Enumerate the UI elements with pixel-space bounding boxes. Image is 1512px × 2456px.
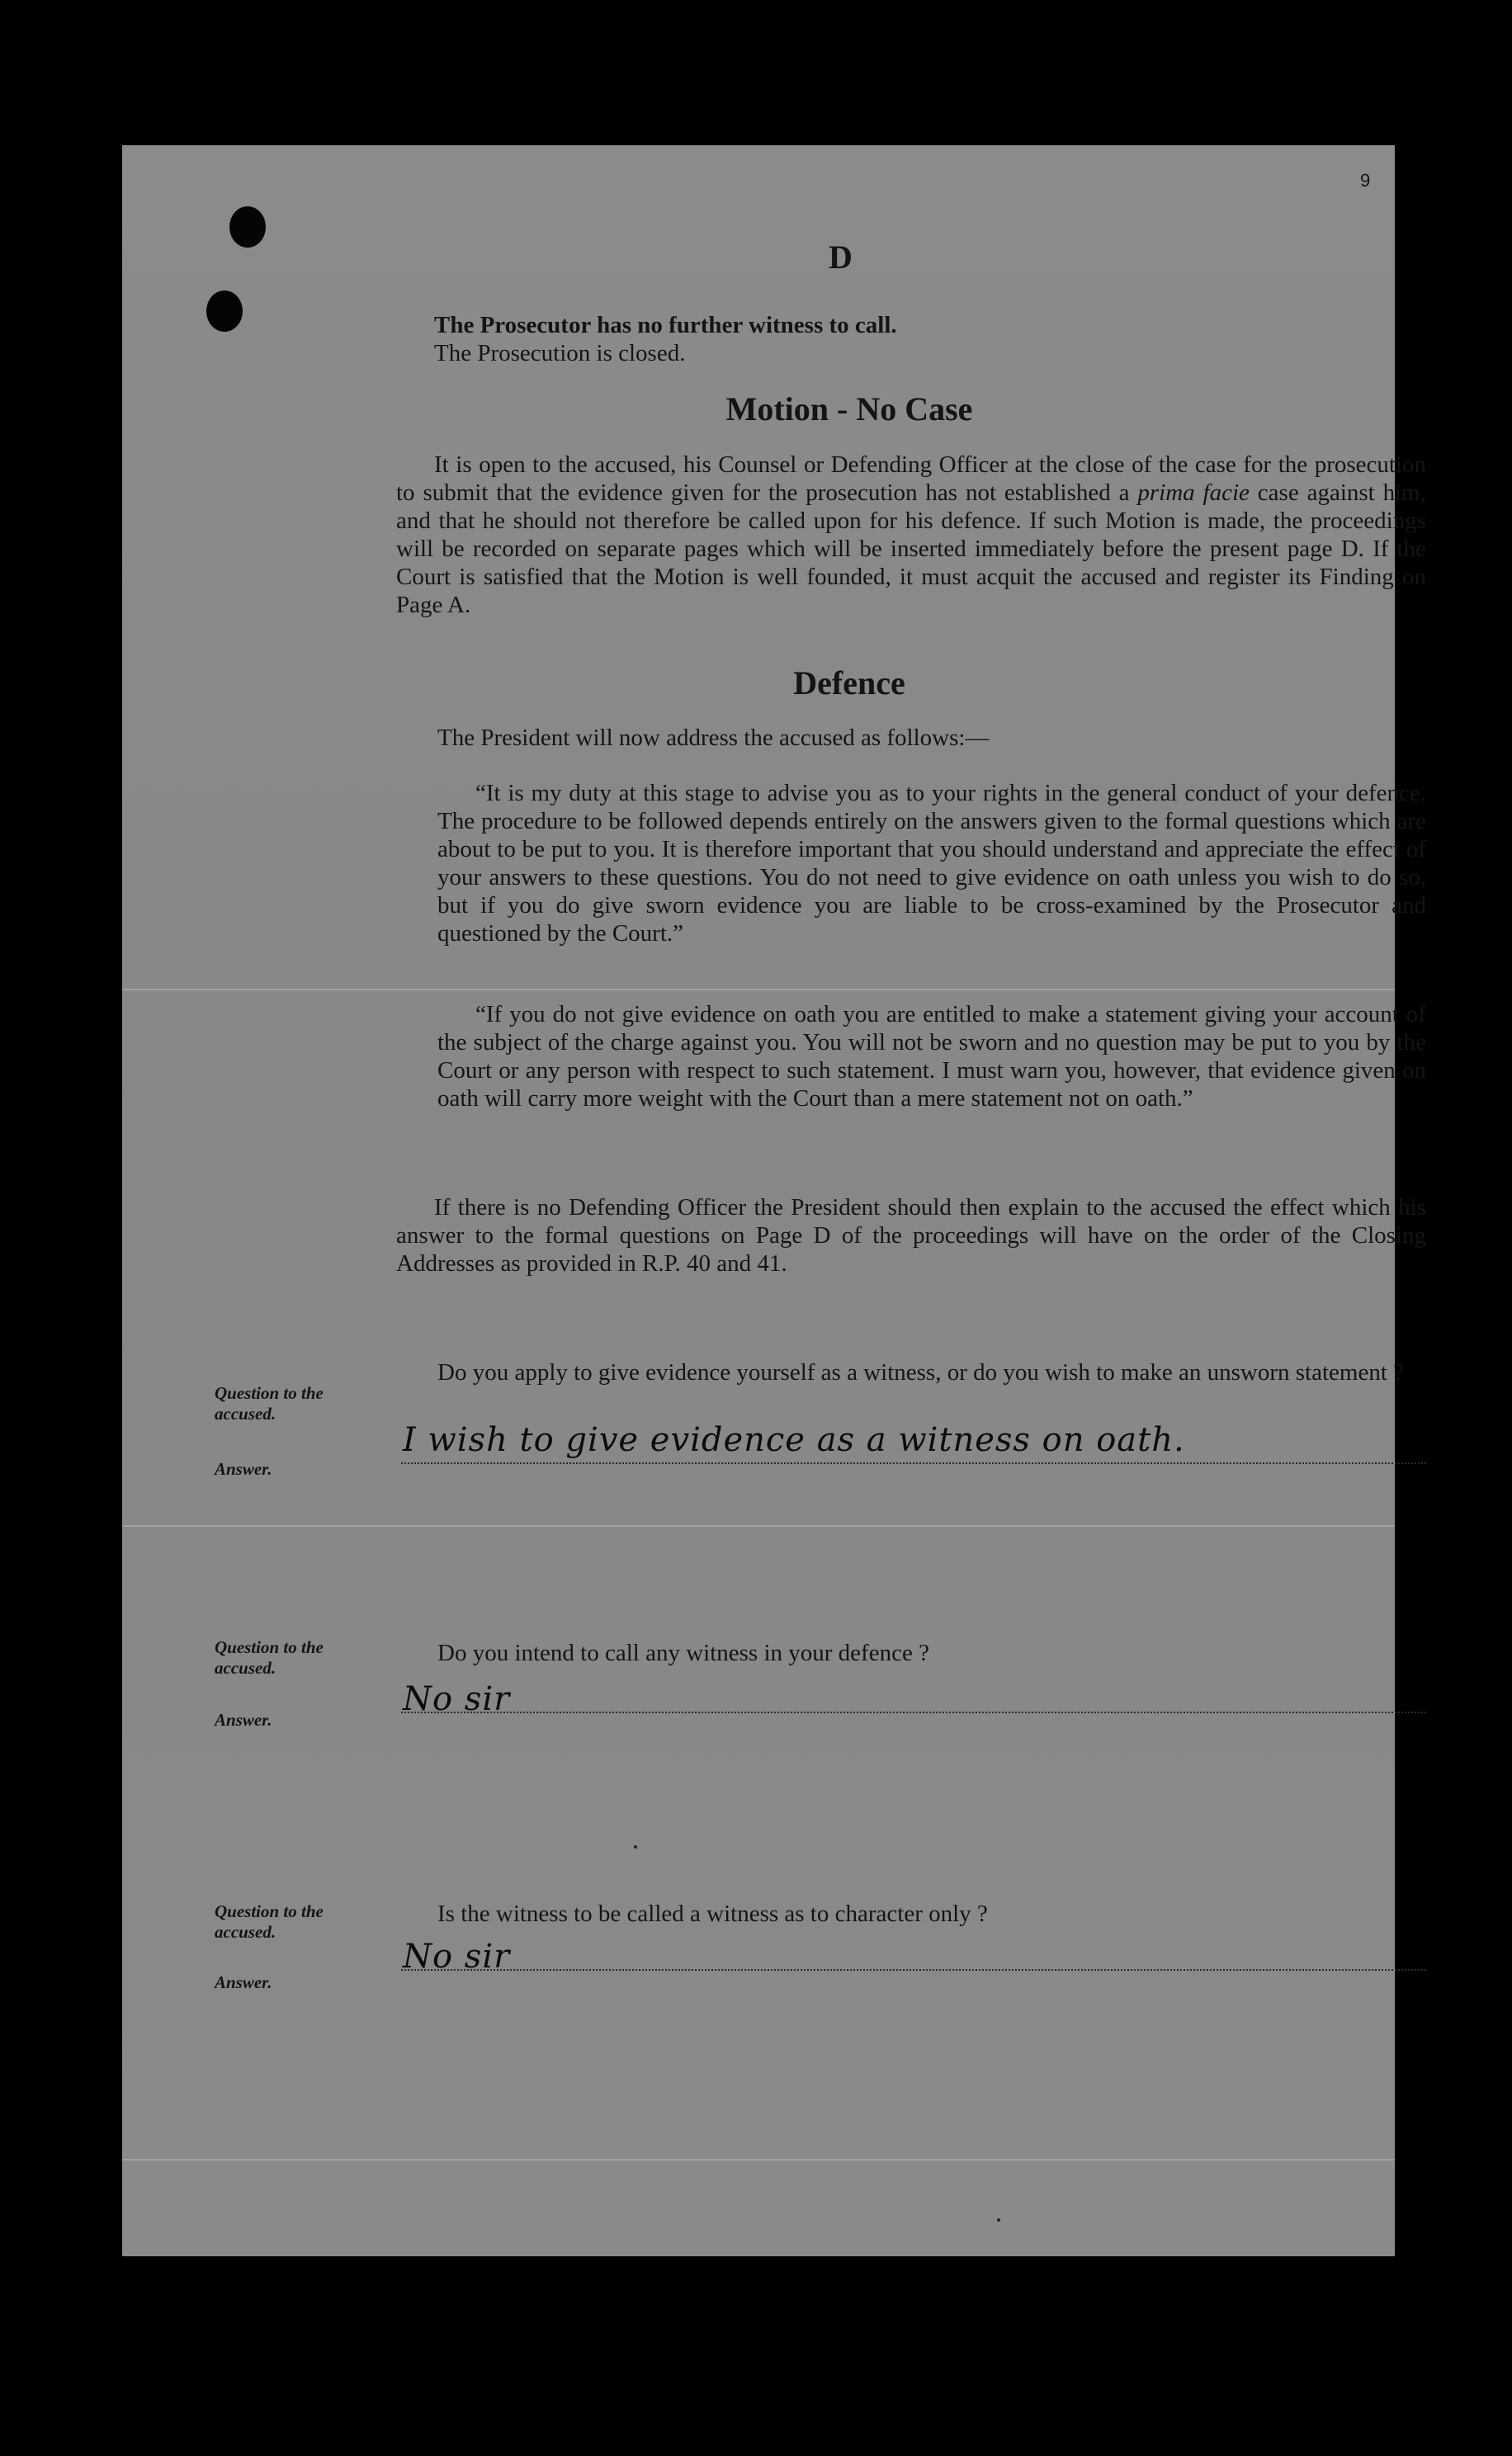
question-1-answer-label: Answer. (215, 1459, 272, 1479)
defence-heading: Defence (793, 664, 905, 701)
defence-quote-1: “It is my duty at this stage to advise you as to your rights in the general conduct of your defence. The procedure to be followed depends entirely on the answers given to the formal questions which are about to be put to you. It is therefore important that you should understand and appreciate the effect of your answers to these questions. You do not need to give evidence on oath unless you wish to do so, but if you do give sworn evidence you are liable to be cross-examined by the Prosecutor and questioned by the Court.” (437, 780, 1426, 947)
form-page-d (122, 145, 1426, 2256)
speck (997, 2218, 1000, 2222)
question-3-answer: No sir (403, 1938, 511, 1976)
section-letter: D (829, 239, 853, 276)
divider (122, 2159, 1395, 2161)
divider (122, 989, 1395, 990)
divider (122, 1525, 1395, 1527)
question-2-side-label: Question to the accused. (215, 1637, 324, 1678)
question-1-side-label: Question to the accused. (215, 1383, 324, 1424)
defence-intro: The President will now address the accused as follows:— (437, 725, 990, 751)
question-3-answer-label: Answer. (215, 1972, 272, 1992)
question-2-answer-line (401, 1712, 1426, 1713)
question-3-text: Is the witness to be called a witness as to character only ? (437, 1901, 988, 1927)
motion-italic: prima facie (1137, 479, 1250, 506)
question-2-answer: No sir (403, 1680, 511, 1718)
punch-hole (206, 290, 243, 332)
question-3-answer-line (401, 1969, 1426, 1971)
question-1-text: Do you apply to give evidence yourself as a witness, or do you wish to make an unsworn statement ? (437, 1359, 1405, 1386)
page-number: 9 (1360, 170, 1371, 191)
motion-text-after: case against him, and that he should not therefore be called upon for his defence. If such Motion is made, the proceedings will be recorded on separate pages which will be inserted immediately before the present page D. If the Court is satisfied that the Motion is well founded, it must acquit the accused and register its Finding on Page A. (396, 479, 1426, 618)
question-3-side-label: Question to the accused. (215, 1901, 324, 1942)
defence-explanation: If there is no Defending Officer the President should then explain to the accused the effect which his answer to the formal questions on Page D of the proceedings will have on the order of the Closing Addresses as provided in R.P. 40 and 41. (396, 1194, 1426, 1277)
punch-hole (229, 206, 266, 248)
speck (634, 1845, 637, 1849)
question-1-answer: I wish to give evidence as a witness on oath. (403, 1421, 1185, 1459)
motion-paragraph (396, 451, 1426, 619)
question-2-text: Do you intend to call any witness in your defence ? (437, 1640, 929, 1666)
question-1-answer-line (401, 1462, 1426, 1464)
prosecution-line-2: The Prosecution is closed. (434, 340, 686, 366)
motion-heading: Motion - No Case (725, 390, 973, 427)
prosecution-line-1: The Prosecutor has no further witness to call. (434, 312, 897, 338)
motion-text-before: It is open to the accused, his Counsel or Defending Officer at the close of the case for the prosecution to submit that the evidence given for the prosecution has not established a (396, 451, 1426, 506)
defence-quote-2: “If you do not give evidence on oath you are entitled to make a statement giving your account of the subject of the charge against you. You will not be sworn and no question may be put to you by the Court or any person with respect to such statement. I must warn you, however, that evidence given on oath will carry more weight with the Court than a mere statement not on oath.” (437, 1001, 1426, 1112)
question-2-answer-label: Answer. (215, 1710, 272, 1730)
